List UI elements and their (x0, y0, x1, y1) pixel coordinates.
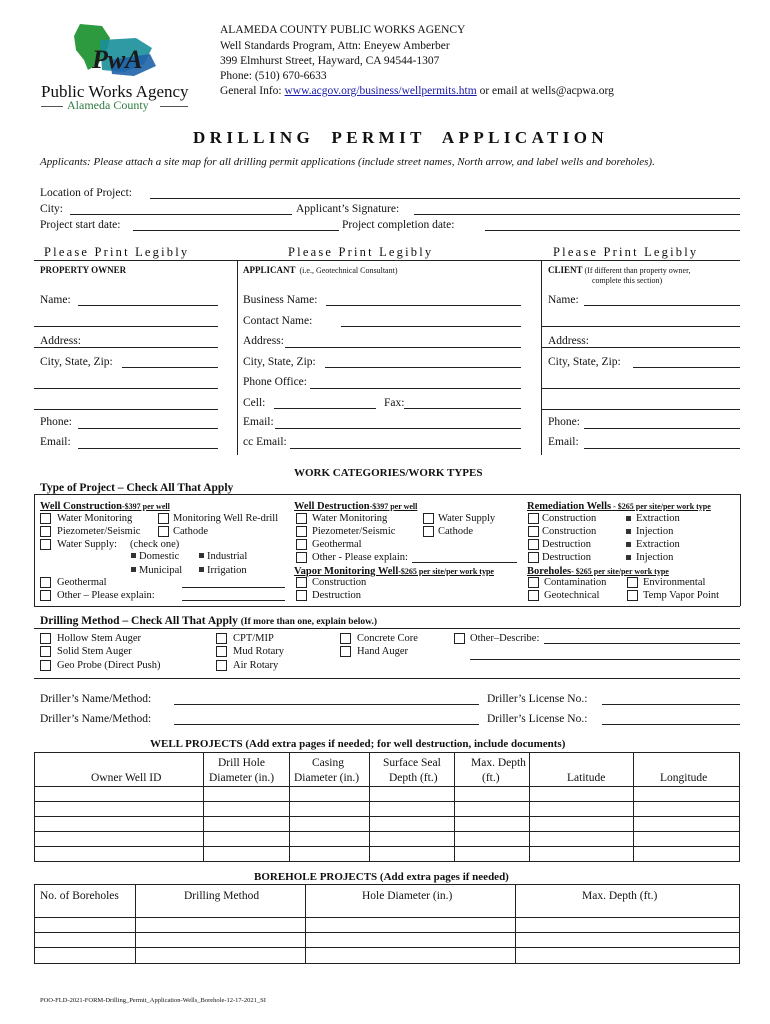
client-csz-field-2[interactable] (541, 388, 740, 389)
borehole-projects-table (34, 884, 740, 964)
col-max-depth-2: (ft.) (482, 772, 500, 784)
applicant-heading (243, 265, 397, 276)
completion-date-label: Project completion date: (342, 219, 455, 231)
applicant-email-label: Email: (243, 416, 274, 428)
owner-phone-label: Phone: (40, 416, 72, 428)
col-drill-hole-2: Diameter (in.) (209, 772, 275, 784)
drilling-method-heading (40, 615, 377, 629)
cpt-mip-label: CPT/MIP (233, 633, 274, 644)
driller-license-label-1: Driller’s License No.: (487, 693, 588, 705)
work-categories-heading: WORK CATEGORIES/WORK TYPES (294, 467, 483, 479)
rw-construction-2-checkbox[interactable] (528, 526, 539, 537)
logo-agency-name: Public Works Agency (41, 82, 189, 101)
client-heading-text: CLIENT (548, 265, 583, 275)
fax-label: Fax: (384, 397, 405, 409)
hollow-stem-label: Hollow Stem Auger (57, 633, 141, 644)
owner-phone-field[interactable] (78, 428, 218, 429)
wc-water-supply-checkbox[interactable] (40, 539, 51, 550)
cc-email-label: cc Email: (243, 436, 287, 448)
drilling-method-note: (If more than one, explain below.) (240, 617, 378, 627)
wc-geothermal-label: Geothermal (57, 577, 107, 588)
table-row[interactable] (35, 846, 739, 847)
header-line-2: Well Standards Program, Attn: Eneyew Amberber (220, 40, 450, 52)
wc-geothermal-checkbox[interactable] (40, 577, 51, 588)
well-destruction-fee: -$397 per well (369, 502, 418, 511)
svg-text:PwA: PwA (92, 45, 143, 74)
bh-contamination-label: Contamination (544, 577, 607, 588)
wc-water-monitoring-label: Water Monitoring (57, 513, 133, 524)
driller-license-label-2: Driller’s License No.: (487, 713, 588, 725)
wd-other-label: Other - Please explain: (312, 552, 408, 563)
client-heading (548, 265, 690, 276)
rw-extraction-2-radio[interactable] (626, 542, 631, 547)
driller-license-field-2[interactable] (602, 724, 740, 725)
rw-injection-1-radio[interactable] (626, 529, 631, 534)
vapor-monitoring-fee: -$265 per site/per work type (398, 567, 494, 576)
other-describe-field-2[interactable] (470, 659, 740, 660)
header-line-4: Phone: (510) 670-6633 (220, 70, 327, 82)
boreholes-fee: - $265 per site/per work type (571, 567, 669, 576)
remediation-wells-title-text: Remediation Wells (527, 501, 612, 512)
client-address-label: Address: (548, 335, 589, 347)
col-max-depth: Max. Depth (ft.) (582, 890, 658, 902)
driller-name-label-1: Driller’s Name/Method: (40, 693, 152, 705)
applicant-address-field[interactable] (285, 347, 521, 348)
header-info (220, 85, 614, 98)
header-line-3: 399 Elmhurst Street, Hayward, CA 94544-1307 (220, 55, 440, 67)
instructions-text: Applicants: Please attach a site map for all drilling permit applications (include street names, North arrow, and label wells and boreholes). (40, 156, 655, 168)
owner-csz-label: City, State, Zip: (40, 356, 113, 368)
location-field[interactable] (150, 198, 740, 199)
rw-extraction-1-label: Extraction (636, 513, 680, 524)
table-row[interactable] (35, 947, 739, 948)
wc-piezometer-checkbox[interactable] (40, 526, 51, 537)
type-of-project-heading: Type of Project – Check All That Apply (40, 482, 234, 494)
drilling-method-heading-text: Drilling Method – Check All That Apply (40, 615, 238, 627)
wc-piezometer-label: Piezometer/Seismic (57, 526, 141, 537)
air-rotary-checkbox[interactable] (216, 660, 227, 671)
owner-email-label: Email: (40, 436, 71, 448)
table-row[interactable] (35, 932, 739, 933)
owner-name-field-2[interactable] (34, 326, 218, 327)
col-owner-well-id: Owner Well ID (91, 772, 162, 784)
bh-environmental-label: Environmental (643, 577, 706, 588)
header-line-1: ALAMEDA COUNTY PUBLIC WORKS AGENCY (220, 24, 466, 36)
signature-label: Applicant’s Signature: (296, 203, 400, 215)
wd-other-field[interactable] (412, 562, 517, 563)
rw-extraction-1-radio[interactable] (626, 516, 631, 521)
driller-license-field-1[interactable] (602, 704, 740, 705)
solid-stem-label: Solid Stem Auger (57, 646, 132, 657)
boreholes-title-text: Boreholes (527, 566, 572, 577)
bh-environmental-checkbox[interactable] (627, 577, 638, 588)
rw-construction-1-label: Construction (542, 513, 597, 524)
rw-destruction-2-label: Destruction (542, 552, 591, 563)
mud-rotary-checkbox[interactable] (216, 646, 227, 657)
contact-name-label: Contact Name: (243, 315, 313, 327)
client-name-field[interactable] (584, 305, 740, 306)
print-legibly-applicant: Please Print Legibly (288, 245, 434, 259)
col-no-boreholes: No. of Boreholes (40, 890, 119, 902)
geo-probe-label: Geo Probe (Direct Push) (57, 660, 161, 671)
well-construction-fee: -$397 per well (121, 502, 170, 511)
client-csz-label: City, State, Zip: (548, 356, 621, 368)
wd-other-checkbox[interactable] (296, 552, 307, 563)
owner-name-label: Name: (40, 294, 71, 306)
vapor-construction-checkbox[interactable] (296, 577, 307, 588)
wc-redrill-label: Monitoring Well Re-drill (173, 513, 279, 524)
owner-csz-field-2[interactable] (34, 388, 218, 389)
col-surface-seal-2: Depth (ft.) (389, 772, 438, 784)
wd-piezometer-label: Piezometer/Seismic (312, 526, 396, 537)
vapor-monitoring-title-text: Vapor Monitoring Well (294, 566, 399, 577)
bh-temp-vapor-label: Temp Vapor Point (643, 590, 720, 601)
irrigation-radio[interactable] (199, 567, 204, 572)
client-phone-label: Phone: (548, 416, 580, 428)
applicant-csz-field[interactable] (325, 367, 521, 368)
rw-destruction-2-checkbox[interactable] (528, 552, 539, 563)
col-drill-hole-1: Drill Hole (218, 757, 265, 769)
wc-other-checkbox[interactable] (40, 590, 51, 601)
phone-office-label: Phone Office: (243, 376, 307, 388)
wd-water-supply-label: Water Supply (438, 513, 496, 524)
client-email-field[interactable] (584, 448, 740, 449)
wc-cathode-label: Cathode (173, 526, 208, 537)
driller-name-field-1[interactable] (174, 704, 479, 705)
solid-stem-checkbox[interactable] (40, 646, 51, 657)
domestic-label: Domestic (139, 551, 180, 562)
applicant-address-label: Address: (243, 335, 284, 347)
header-info-prefix: General Info: (220, 85, 285, 97)
geo-probe-checkbox[interactable] (40, 660, 51, 671)
col-casing-2: Diameter (in.) (294, 772, 360, 784)
rw-construction-1-checkbox[interactable] (528, 513, 539, 524)
industrial-radio[interactable] (199, 553, 204, 558)
header-info-suffix: or email at wells@acpwa.org (476, 85, 614, 97)
col-longitude: Longitude (660, 772, 708, 784)
concrete-core-label: Concrete Core (357, 633, 418, 644)
remediation-wells-fee: - $265 per site/per work type (611, 502, 711, 511)
well-projects-heading: WELL PROJECTS (Add extra pages if needed; for well destruction, include documents) (150, 738, 566, 750)
fax-field[interactable] (404, 408, 521, 409)
wd-piezometer-checkbox[interactable] (296, 526, 307, 537)
wc-other-label: Other – Please explain: (57, 590, 155, 601)
bh-geotechnical-checkbox[interactable] (528, 590, 539, 601)
owner-address-label: Address: (40, 335, 81, 347)
vapor-destruction-label: Destruction (312, 590, 361, 601)
well-destruction-title-text: Well Destruction (294, 501, 370, 512)
completion-date-field[interactable] (485, 230, 740, 231)
applicant-heading-text: APPLICANT (243, 265, 296, 275)
wc-geothermal-field[interactable] (182, 587, 285, 588)
municipal-label: Municipal (139, 565, 183, 576)
col-surface-seal-1: Surface Seal (383, 757, 441, 769)
wd-geothermal-label: Geothermal (312, 539, 362, 550)
hand-auger-checkbox[interactable] (340, 646, 351, 657)
rw-injection-2-label: Injection (636, 552, 674, 563)
start-date-label: Project start date: (40, 219, 121, 231)
business-name-label: Business Name: (243, 294, 318, 306)
well-construction-title-text: Well Construction (40, 501, 122, 512)
rw-destruction-1-checkbox[interactable] (528, 539, 539, 550)
table-row[interactable] (35, 816, 739, 817)
owner-email-field[interactable] (78, 448, 218, 449)
wc-cathode-checkbox[interactable] (158, 526, 169, 537)
rw-injection-2-radio[interactable] (626, 555, 631, 560)
wd-water-monitoring-checkbox[interactable] (296, 513, 307, 524)
city-label: City: (40, 203, 64, 215)
other-describe-label: Other–Describe: (470, 633, 540, 644)
cpt-mip-checkbox[interactable] (216, 633, 227, 644)
business-name-field[interactable] (326, 305, 521, 306)
domestic-radio[interactable] (131, 553, 136, 558)
hand-auger-label: Hand Auger (357, 646, 409, 657)
irrigation-label: Irrigation (207, 565, 247, 576)
rw-extraction-2-label: Extraction (636, 539, 680, 550)
client-email-label: Email: (548, 436, 579, 448)
municipal-radio[interactable] (131, 567, 136, 572)
col-casing-1: Casing (312, 757, 344, 769)
wd-cathode-checkbox[interactable] (423, 526, 434, 537)
wd-water-supply-checkbox[interactable] (423, 513, 434, 524)
hollow-stem-checkbox[interactable] (40, 633, 51, 644)
owner-address-field[interactable] (34, 347, 218, 348)
wd-water-monitoring-label: Water Monitoring (312, 513, 388, 524)
client-note-2: complete this section) (592, 276, 663, 285)
start-date-field[interactable] (133, 230, 339, 231)
signature-field[interactable] (414, 214, 740, 215)
bh-contamination-checkbox[interactable] (528, 577, 539, 588)
well-projects-table (34, 752, 740, 862)
vapor-destruction-checkbox[interactable] (296, 590, 307, 601)
owner-heading: PROPERTY OWNER (40, 265, 127, 275)
rw-destruction-1-label: Destruction (542, 539, 591, 550)
driller-name-field-2[interactable] (174, 724, 479, 725)
industrial-label: Industrial (207, 551, 248, 562)
table-row[interactable] (35, 801, 739, 802)
applicant-note: (i.e., Geotechnical Consultant) (299, 266, 398, 275)
wc-water-supply-label: Water Supply: (57, 539, 118, 550)
client-name-field-2[interactable] (541, 326, 740, 327)
wc-water-monitoring-checkbox[interactable] (40, 513, 51, 524)
phone-office-field[interactable] (310, 388, 521, 389)
cell-field[interactable] (274, 408, 376, 409)
rw-injection-1-label: Injection (636, 526, 674, 537)
other-describe-field[interactable] (544, 643, 740, 644)
bh-temp-vapor-checkbox[interactable] (627, 590, 638, 601)
concrete-core-checkbox[interactable] (340, 633, 351, 644)
col-max-depth-1: Max. Depth (471, 757, 526, 769)
owner-name-field[interactable] (78, 305, 218, 306)
client-csz-field[interactable] (633, 367, 740, 368)
client-phone-field[interactable] (584, 428, 740, 429)
rw-construction-2-label: Construction (542, 526, 597, 537)
other-describe-checkbox[interactable] (454, 633, 465, 644)
wd-cathode-label: Cathode (438, 526, 473, 537)
table-row[interactable] (35, 831, 739, 832)
page-title: DRILLING PERMIT APPLICATION (193, 128, 609, 147)
col-drilling-method: Drilling Method (184, 890, 260, 902)
cell-label: Cell: (243, 397, 266, 409)
wd-geothermal-checkbox[interactable] (296, 539, 307, 550)
client-note-1: (If different than property owner, (584, 266, 691, 275)
air-rotary-label: Air Rotary (233, 660, 279, 671)
col-hole-diameter: Hole Diameter (in.) (362, 890, 453, 902)
cc-email-field[interactable] (290, 448, 521, 449)
driller-name-label-2: Driller’s Name/Method: (40, 713, 152, 725)
mud-rotary-label: Mud Rotary (233, 646, 285, 657)
bh-geotechnical-label: Geotechnical (544, 590, 600, 601)
applicant-csz-label: City, State, Zip: (243, 356, 316, 368)
vapor-construction-label: Construction (312, 577, 367, 588)
print-legibly-owner: Please Print Legibly (44, 245, 190, 259)
contact-name-field[interactable] (341, 326, 521, 327)
wc-other-field[interactable] (182, 600, 285, 601)
owner-csz-field[interactable] (122, 367, 218, 368)
location-label: Location of Project: (40, 187, 132, 199)
applicant-email-field[interactable] (275, 428, 521, 429)
client-name-label: Name: (548, 294, 579, 306)
borehole-projects-heading: BOREHOLE PROJECTS (Add extra pages if needed) (254, 871, 509, 883)
city-field[interactable] (70, 214, 292, 215)
wc-redrill-checkbox[interactable] (158, 513, 169, 524)
wc-check-one-note: (check one) (130, 539, 180, 550)
footer-form-id: POO-FLD-2021-FORM-Drilling_Permit_Application-Wells_Borehole-12-17-2021_SI (40, 997, 266, 1004)
col-latitude: Latitude (567, 772, 606, 784)
permits-website-link[interactable]: www.acgov.org/business/wellpermits.htm (284, 85, 477, 97)
print-legibly-client: Please Print Legibly (553, 245, 699, 259)
client-address-field[interactable] (541, 347, 740, 348)
logo-county-name: Alameda County (67, 98, 149, 112)
